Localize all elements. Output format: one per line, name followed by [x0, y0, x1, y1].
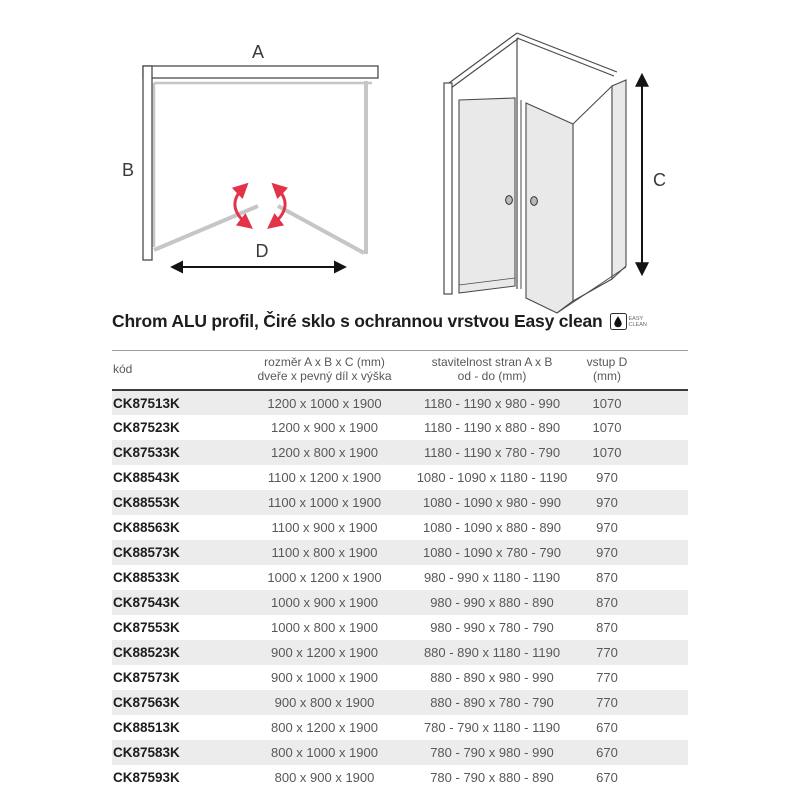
spacer-cell [642, 665, 688, 690]
size-cell: 1200 x 1000 x 1900 [237, 390, 412, 415]
size-cell: 1000 x 800 x 1900 [271, 620, 378, 635]
spec-table-section [112, 350, 688, 790]
product-code-cell: CK87563K [112, 690, 237, 715]
entry-width-cell: 870 [596, 570, 618, 585]
column-header-entry: vstup D (mm) [572, 351, 642, 391]
top-frame-rails [449, 33, 617, 88]
table-row [112, 640, 688, 665]
size-cell: 800 x 1200 x 1900 [271, 720, 378, 735]
table-row [112, 415, 688, 440]
table-row [112, 765, 688, 790]
spacer-cell [642, 490, 688, 515]
spacer-cell [642, 465, 688, 490]
entry-width-cell: 770 [596, 670, 618, 685]
table-header-row [112, 351, 688, 391]
entry-width-cell: 670 [596, 770, 618, 785]
column-header-adjust-line1: stavitelnost stran A x B [431, 355, 553, 369]
table-row [112, 715, 688, 740]
spec-table-body [112, 390, 688, 790]
spacer-cell [642, 390, 688, 415]
table-row [112, 590, 688, 615]
table-row [112, 490, 688, 515]
back-fixed-panel [573, 86, 612, 301]
table-row [112, 565, 688, 590]
entry-width-cell: 970 [596, 470, 618, 485]
product-code-cell: CK87543K [112, 590, 237, 615]
entry-width-cell: 870 [572, 590, 642, 615]
adjustability-cell: 780 - 790 x 980 - 990 [412, 740, 572, 765]
spacer-cell [642, 440, 688, 465]
adjustability-cell: 980 - 990 x 880 - 890 [412, 590, 572, 615]
entry-width-cell: 870 [596, 620, 618, 635]
product-code-cell: CK88533K [113, 570, 180, 585]
entry-width-cell: 970 [572, 490, 642, 515]
adjustability-cell: 980 - 990 x 1180 - 1190 [423, 570, 561, 585]
size-cell: 900 x 800 x 1900 [237, 690, 412, 715]
door-knob-right-icon [531, 197, 538, 206]
dimension-label-d: D [255, 241, 269, 261]
adjustability-cell: 1080 - 1090 x 980 - 990 [412, 490, 572, 515]
entry-width-cell: 670 [572, 740, 642, 765]
product-code-cell: CK87583K [112, 740, 237, 765]
adjustability-cell: 1080 - 1090 x 880 - 890 [422, 520, 562, 535]
product-code-cell: CK88573K [112, 540, 237, 565]
product-code-cell: CK88563K [113, 520, 180, 535]
size-cell: 900 x 1000 x 1900 [271, 670, 378, 685]
spec-table [112, 350, 688, 790]
adjustability-cell: 780 - 790 x 1180 - 1190 [423, 720, 561, 735]
wall-profile-b [143, 66, 152, 260]
spacer-cell [642, 515, 688, 540]
size-cell: 1100 x 1000 x 1900 [237, 490, 412, 515]
product-code-cell: CK87523K [113, 420, 180, 435]
table-row [112, 615, 688, 640]
size-cell: 1000 x 900 x 1900 [237, 590, 412, 615]
table-row [112, 690, 688, 715]
door-left-open [154, 206, 258, 250]
spacer-cell [642, 740, 688, 765]
adjustability-cell: 980 - 990 x 780 - 790 [430, 620, 554, 635]
table-row [112, 665, 688, 690]
size-cell: 1100 x 900 x 1900 [271, 520, 378, 535]
size-cell: 800 x 900 x 1900 [274, 770, 375, 785]
spacer-cell [642, 415, 688, 440]
wall-profile-a [143, 66, 378, 78]
door-panel-right [526, 103, 573, 313]
spacer-cell [642, 765, 688, 790]
easy-clean-badge-label [629, 316, 647, 328]
table-row [112, 515, 688, 540]
plan-view-diagram [108, 38, 408, 293]
adjustability-cell: 780 - 790 x 880 - 890 [430, 770, 554, 785]
product-code-cell: CK87553K [113, 620, 180, 635]
product-code-cell: CK87513K [112, 390, 237, 415]
adjustability-cell: 1180 - 1190 x 880 - 890 [423, 420, 561, 435]
adjustability-cell: 1180 - 1190 x 780 - 790 [412, 440, 572, 465]
size-cell: 800 x 1000 x 1900 [237, 740, 412, 765]
adjustability-cell: 1180 - 1190 x 980 - 990 [412, 390, 572, 415]
table-row [112, 540, 688, 565]
table-row [112, 465, 688, 490]
size-cell: 900 x 1200 x 1900 [237, 640, 412, 665]
product-code-cell: CK88543K [113, 470, 180, 485]
product-code-cell: CK88523K [112, 640, 237, 665]
left-wall-profile [444, 83, 452, 294]
door-panel-left [459, 98, 515, 293]
entry-width-cell: 770 [572, 640, 642, 665]
column-header-spacer [642, 351, 688, 391]
table-row [112, 390, 688, 415]
entry-width-cell: 970 [572, 540, 642, 565]
easy-clean-badge [610, 313, 647, 330]
door-knob-left-icon [506, 196, 513, 205]
dimension-label-b: B [122, 160, 135, 180]
spacer-cell [642, 690, 688, 715]
dimension-label-a: A [251, 42, 265, 62]
column-header-code: kód [112, 351, 237, 391]
entry-width-cell: 770 [572, 690, 642, 715]
entry-width-cell: 970 [596, 520, 618, 535]
spacer-cell [642, 565, 688, 590]
size-cell: 1000 x 1200 x 1900 [267, 570, 382, 585]
column-header-size [237, 351, 412, 391]
easy-clean-line1: EASY [628, 315, 644, 322]
entry-width-cell: 670 [596, 720, 618, 735]
column-header-size-line2: dveře x pevný díl x výška [257, 368, 392, 383]
entry-width-cell: 1070 [592, 420, 622, 435]
spacer-cell [642, 590, 688, 615]
size-cell: 1100 x 800 x 1900 [237, 540, 412, 565]
door-right-open [278, 206, 364, 253]
adjustability-cell: 880 - 890 x 1180 - 1190 [412, 640, 572, 665]
size-cell: 1200 x 900 x 1900 [271, 420, 378, 435]
entry-width-cell: 1070 [572, 390, 642, 415]
spacer-cell [642, 540, 688, 565]
product-code-cell: CK87533K [112, 440, 237, 465]
right-side-panel [612, 80, 626, 279]
dimension-label-c: C [653, 170, 666, 190]
product-code-cell: CK88553K [112, 490, 237, 515]
size-cell: 1100 x 1200 x 1900 [267, 470, 382, 485]
title-row [112, 311, 647, 332]
adjustability-cell: 880 - 890 x 780 - 790 [412, 690, 572, 715]
column-header-adjust-line2: od - do (mm) [457, 368, 527, 383]
adjustability-cell: 1080 - 1090 x 1180 - 1190 [416, 470, 568, 485]
table-row [112, 440, 688, 465]
table-row [112, 740, 688, 765]
easy-clean-line2: CLEAN [628, 321, 647, 328]
product-code-cell: CK87573K [113, 670, 180, 685]
adjustability-cell: 1080 - 1090 x 780 - 790 [412, 540, 572, 565]
spacer-cell [642, 715, 688, 740]
product-code-cell: CK87593K [113, 770, 180, 785]
entry-width-cell: 1070 [572, 440, 642, 465]
product-code-cell: CK88513K [113, 720, 180, 735]
column-header-size-line1: rozměr A x B x C (mm) [264, 355, 385, 369]
droplet-icon [610, 313, 627, 330]
door-swing-arrow-left-icon [235, 187, 248, 225]
spacer-cell [642, 640, 688, 665]
column-header-adjustability [412, 351, 572, 391]
size-cell: 1200 x 800 x 1900 [237, 440, 412, 465]
perspective-view-diagram [430, 10, 680, 325]
page-title: Chrom ALU profil, Čiré sklo s ochrannou vrstvou Easy clean [112, 311, 603, 331]
spacer-cell [642, 615, 688, 640]
adjustability-cell: 880 - 890 x 980 - 990 [430, 670, 554, 685]
